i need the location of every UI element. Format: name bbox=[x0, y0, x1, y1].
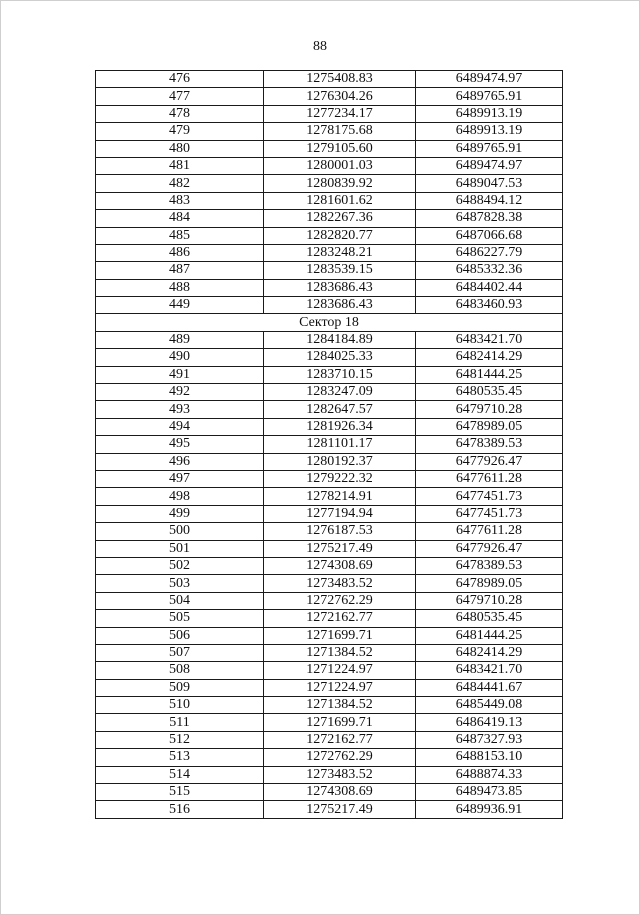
y-coordinate-cell: 6489474.97 bbox=[416, 157, 563, 174]
point-number-cell: 479 bbox=[96, 123, 264, 140]
section-title: Сектор 18 bbox=[96, 314, 563, 331]
x-coordinate-cell: 1277234.17 bbox=[264, 105, 416, 122]
y-coordinate-cell: 6489474.97 bbox=[416, 71, 563, 88]
table-row bbox=[96, 140, 563, 157]
point-number-cell: 506 bbox=[96, 627, 264, 644]
table-row bbox=[96, 453, 563, 470]
x-coordinate-cell: 1283686.43 bbox=[264, 279, 416, 296]
y-coordinate-cell: 6481444.25 bbox=[416, 366, 563, 383]
x-coordinate-cell: 1281601.62 bbox=[264, 192, 416, 209]
y-coordinate-cell: 6489913.19 bbox=[416, 105, 563, 122]
point-number-cell: 490 bbox=[96, 349, 264, 366]
x-coordinate-cell: 1279105.60 bbox=[264, 140, 416, 157]
table-row bbox=[96, 610, 563, 627]
y-coordinate-cell: 6478989.05 bbox=[416, 418, 563, 435]
table-row bbox=[96, 157, 563, 174]
point-number-cell: 496 bbox=[96, 453, 264, 470]
x-coordinate-cell: 1271384.52 bbox=[264, 644, 416, 661]
y-coordinate-cell: 6477451.73 bbox=[416, 488, 563, 505]
y-coordinate-cell: 6483421.70 bbox=[416, 331, 563, 348]
x-coordinate-cell: 1282820.77 bbox=[264, 227, 416, 244]
x-coordinate-cell: 1271224.97 bbox=[264, 679, 416, 696]
table-row bbox=[96, 331, 563, 348]
table-row bbox=[96, 244, 563, 261]
table-row bbox=[96, 575, 563, 592]
table-row bbox=[96, 123, 563, 140]
y-coordinate-cell: 6477926.47 bbox=[416, 540, 563, 557]
table-row bbox=[96, 505, 563, 522]
page-number: 88 bbox=[313, 39, 327, 54]
table-row bbox=[96, 436, 563, 453]
x-coordinate-cell: 1272762.29 bbox=[264, 749, 416, 766]
table-row bbox=[96, 801, 563, 818]
point-number-cell: 476 bbox=[96, 71, 264, 88]
x-coordinate-cell: 1283686.43 bbox=[264, 297, 416, 314]
x-coordinate-cell: 1278175.68 bbox=[264, 123, 416, 140]
y-coordinate-cell: 6478389.53 bbox=[416, 436, 563, 453]
y-coordinate-cell: 6478989.05 bbox=[416, 575, 563, 592]
point-number-cell: 512 bbox=[96, 731, 264, 748]
y-coordinate-cell: 6484441.67 bbox=[416, 679, 563, 696]
point-number-cell: 499 bbox=[96, 505, 264, 522]
y-coordinate-cell: 6489765.91 bbox=[416, 140, 563, 157]
y-coordinate-cell: 6479710.28 bbox=[416, 401, 563, 418]
table-row bbox=[96, 662, 563, 679]
y-coordinate-cell: 6480535.45 bbox=[416, 610, 563, 627]
table-row bbox=[96, 401, 563, 418]
y-coordinate-cell: 6477611.28 bbox=[416, 470, 563, 487]
y-coordinate-cell: 6488874.33 bbox=[416, 766, 563, 783]
point-number-cell: 492 bbox=[96, 384, 264, 401]
y-coordinate-cell: 6486227.79 bbox=[416, 244, 563, 261]
x-coordinate-cell: 1272162.77 bbox=[264, 610, 416, 627]
x-coordinate-cell: 1282647.57 bbox=[264, 401, 416, 418]
x-coordinate-cell: 1271699.71 bbox=[264, 627, 416, 644]
x-coordinate-cell: 1283539.15 bbox=[264, 262, 416, 279]
y-coordinate-cell: 6485332.36 bbox=[416, 262, 563, 279]
y-coordinate-cell: 6482414.29 bbox=[416, 644, 563, 661]
table-row bbox=[96, 766, 563, 783]
x-coordinate-cell: 1271224.97 bbox=[264, 662, 416, 679]
x-coordinate-cell: 1276187.53 bbox=[264, 523, 416, 540]
table-row bbox=[96, 105, 563, 122]
y-coordinate-cell: 6483421.70 bbox=[416, 662, 563, 679]
point-number-cell: 501 bbox=[96, 540, 264, 557]
x-coordinate-cell: 1275408.83 bbox=[264, 71, 416, 88]
x-coordinate-cell: 1284184.89 bbox=[264, 331, 416, 348]
table-row bbox=[96, 279, 563, 296]
point-number-cell: 482 bbox=[96, 175, 264, 192]
table-row bbox=[96, 88, 563, 105]
x-coordinate-cell: 1277194.94 bbox=[264, 505, 416, 522]
x-coordinate-cell: 1278214.91 bbox=[264, 488, 416, 505]
point-number-cell: 497 bbox=[96, 470, 264, 487]
point-number-cell: 500 bbox=[96, 523, 264, 540]
table-row bbox=[96, 262, 563, 279]
table-row bbox=[96, 366, 563, 383]
table-row bbox=[96, 297, 563, 314]
x-coordinate-cell: 1283710.15 bbox=[264, 366, 416, 383]
table-row bbox=[96, 192, 563, 209]
point-number-cell: 483 bbox=[96, 192, 264, 209]
table-row bbox=[96, 749, 563, 766]
table-row bbox=[96, 523, 563, 540]
point-number-cell: 488 bbox=[96, 279, 264, 296]
y-coordinate-cell: 6483460.93 bbox=[416, 297, 563, 314]
table-row bbox=[96, 627, 563, 644]
point-number-cell: 449 bbox=[96, 297, 264, 314]
y-coordinate-cell: 6487327.93 bbox=[416, 731, 563, 748]
table-row bbox=[96, 714, 563, 731]
point-number-cell: 510 bbox=[96, 697, 264, 714]
x-coordinate-cell: 1279222.32 bbox=[264, 470, 416, 487]
x-coordinate-cell: 1274308.69 bbox=[264, 784, 416, 801]
point-number-cell: 515 bbox=[96, 784, 264, 801]
point-number-cell: 513 bbox=[96, 749, 264, 766]
point-number-cell: 507 bbox=[96, 644, 264, 661]
table-row bbox=[96, 697, 563, 714]
point-number-cell: 514 bbox=[96, 766, 264, 783]
y-coordinate-cell: 6484402.44 bbox=[416, 279, 563, 296]
point-number-cell: 505 bbox=[96, 610, 264, 627]
x-coordinate-cell: 1273483.52 bbox=[264, 575, 416, 592]
x-coordinate-cell: 1280001.03 bbox=[264, 157, 416, 174]
y-coordinate-cell: 6485449.08 bbox=[416, 697, 563, 714]
x-coordinate-cell: 1271384.52 bbox=[264, 697, 416, 714]
table-row bbox=[96, 71, 563, 88]
y-coordinate-cell: 6487828.38 bbox=[416, 210, 563, 227]
y-coordinate-cell: 6480535.45 bbox=[416, 384, 563, 401]
point-number-cell: 509 bbox=[96, 679, 264, 696]
table-row bbox=[96, 227, 563, 244]
x-coordinate-cell: 1271699.71 bbox=[264, 714, 416, 731]
y-coordinate-cell: 6489473.85 bbox=[416, 784, 563, 801]
x-coordinate-cell: 1282267.36 bbox=[264, 210, 416, 227]
point-number-cell: 493 bbox=[96, 401, 264, 418]
y-coordinate-cell: 6489765.91 bbox=[416, 88, 563, 105]
point-number-cell: 487 bbox=[96, 262, 264, 279]
x-coordinate-cell: 1283248.21 bbox=[264, 244, 416, 261]
y-coordinate-cell: 6477926.47 bbox=[416, 453, 563, 470]
x-coordinate-cell: 1273483.52 bbox=[264, 766, 416, 783]
x-coordinate-cell: 1280192.37 bbox=[264, 453, 416, 470]
table-row bbox=[96, 784, 563, 801]
point-number-cell: 484 bbox=[96, 210, 264, 227]
point-number-cell: 495 bbox=[96, 436, 264, 453]
x-coordinate-cell: 1274308.69 bbox=[264, 557, 416, 574]
x-coordinate-cell: 1275217.49 bbox=[264, 801, 416, 818]
x-coordinate-cell: 1280839.92 bbox=[264, 175, 416, 192]
y-coordinate-cell: 6488153.10 bbox=[416, 749, 563, 766]
table-row bbox=[96, 175, 563, 192]
y-coordinate-cell: 6488494.12 bbox=[416, 192, 563, 209]
table-row bbox=[96, 731, 563, 748]
point-number-cell: 494 bbox=[96, 418, 264, 435]
y-coordinate-cell: 6477451.73 bbox=[416, 505, 563, 522]
table-row bbox=[96, 470, 563, 487]
y-coordinate-cell: 6489047.53 bbox=[416, 175, 563, 192]
table-row bbox=[96, 644, 563, 661]
table-row bbox=[96, 488, 563, 505]
x-coordinate-cell: 1272762.29 bbox=[264, 592, 416, 609]
table-row bbox=[96, 349, 563, 366]
x-coordinate-cell: 1284025.33 bbox=[264, 349, 416, 366]
y-coordinate-cell: 6481444.25 bbox=[416, 627, 563, 644]
point-number-cell: 504 bbox=[96, 592, 264, 609]
point-number-cell: 478 bbox=[96, 105, 264, 122]
y-coordinate-cell: 6489936.91 bbox=[416, 801, 563, 818]
coordinates-table bbox=[95, 70, 563, 819]
table-row bbox=[96, 418, 563, 435]
x-coordinate-cell: 1281101.17 bbox=[264, 436, 416, 453]
y-coordinate-cell: 6486419.13 bbox=[416, 714, 563, 731]
point-number-cell: 502 bbox=[96, 557, 264, 574]
point-number-cell: 498 bbox=[96, 488, 264, 505]
point-number-cell: 489 bbox=[96, 331, 264, 348]
y-coordinate-cell: 6482414.29 bbox=[416, 349, 563, 366]
point-number-cell: 480 bbox=[96, 140, 264, 157]
y-coordinate-cell: 6489913.19 bbox=[416, 123, 563, 140]
x-coordinate-cell: 1281926.34 bbox=[264, 418, 416, 435]
table-row bbox=[96, 592, 563, 609]
table-row bbox=[96, 679, 563, 696]
x-coordinate-cell: 1275217.49 bbox=[264, 540, 416, 557]
point-number-cell: 491 bbox=[96, 366, 264, 383]
x-coordinate-cell: 1276304.26 bbox=[264, 88, 416, 105]
coordinates-table-body bbox=[96, 71, 563, 819]
table-row bbox=[96, 384, 563, 401]
point-number-cell: 516 bbox=[96, 801, 264, 818]
point-number-cell: 477 bbox=[96, 88, 264, 105]
x-coordinate-cell: 1283247.09 bbox=[264, 384, 416, 401]
y-coordinate-cell: 6479710.28 bbox=[416, 592, 563, 609]
point-number-cell: 508 bbox=[96, 662, 264, 679]
point-number-cell: 503 bbox=[96, 575, 264, 592]
table-row bbox=[96, 210, 563, 227]
y-coordinate-cell: 6477611.28 bbox=[416, 523, 563, 540]
y-coordinate-cell: 6487066.68 bbox=[416, 227, 563, 244]
x-coordinate-cell: 1272162.77 bbox=[264, 731, 416, 748]
point-number-cell: 486 bbox=[96, 244, 264, 261]
point-number-cell: 511 bbox=[96, 714, 264, 731]
y-coordinate-cell: 6478389.53 bbox=[416, 557, 563, 574]
point-number-cell: 485 bbox=[96, 227, 264, 244]
section-header-row bbox=[96, 314, 563, 331]
point-number-cell: 481 bbox=[96, 157, 264, 174]
table-row bbox=[96, 557, 563, 574]
table-row bbox=[96, 540, 563, 557]
